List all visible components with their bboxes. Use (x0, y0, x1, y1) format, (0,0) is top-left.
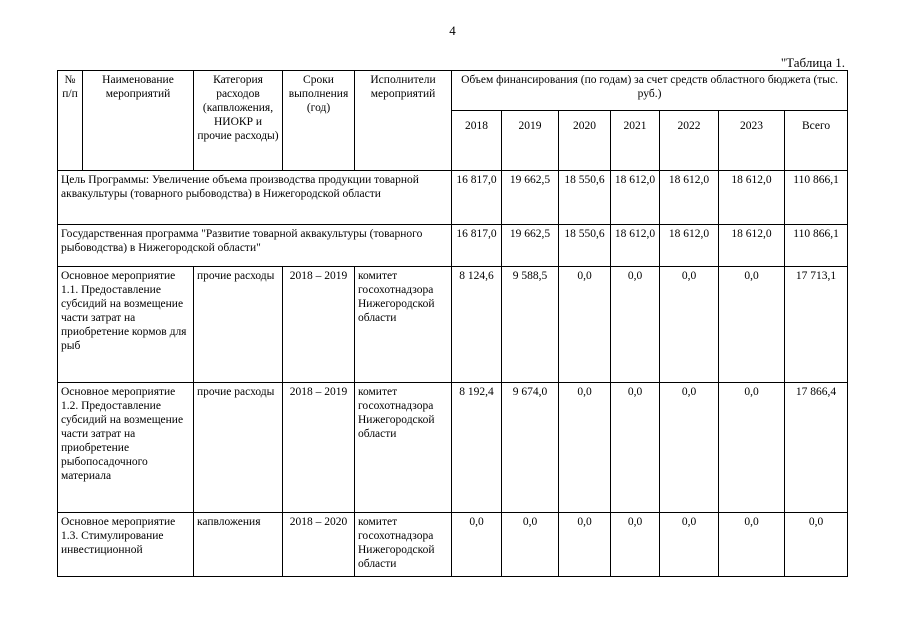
activity-period: 2018 – 2019 (283, 383, 355, 513)
value-cell: 18 550,6 (559, 171, 611, 225)
table-row (58, 513, 848, 577)
header-name: Наименование мероприятий (83, 71, 194, 171)
header-total: Всего (785, 111, 848, 171)
value-cell: 16 817,0 (452, 225, 502, 267)
value-cell: 9 588,5 (502, 267, 559, 383)
total-cell: 110 866,1 (785, 171, 848, 225)
activity-period: 2018 – 2019 (283, 267, 355, 383)
value-cell: 0,0 (611, 513, 660, 577)
value-cell: 18 612,0 (719, 225, 785, 267)
activity-category: капвложения (194, 513, 283, 577)
activity-executor: комитет госохотнадзора Нижегородской области (355, 383, 452, 513)
header-executors: Исполнители мероприятий (355, 71, 452, 171)
activity-name: Основное мероприятие 1.2. Предоставление субсидий на возмещение части затрат на приобретение рыбопосадочного материала (58, 383, 194, 513)
value-cell: 0,0 (719, 383, 785, 513)
table-row (58, 383, 848, 513)
value-cell: 0,0 (559, 383, 611, 513)
funding-table (57, 70, 848, 577)
value-cell: 0,0 (502, 513, 559, 577)
value-cell: 0,0 (611, 267, 660, 383)
summary-text: Государственная программа "Развитие товарной аквакультуры (товарного рыбоводства) в Нижегородской области" (58, 225, 452, 267)
header-year: 2020 (559, 111, 611, 171)
activity-category: прочие расходы (194, 383, 283, 513)
activity-category: прочие расходы (194, 267, 283, 383)
header-row-1 (58, 71, 848, 111)
value-cell: 0,0 (719, 267, 785, 383)
value-cell: 18 612,0 (611, 171, 660, 225)
header-year: 2023 (719, 111, 785, 171)
activity-name: Основное мероприятие 1.3. Стимулирование инвестиционной (58, 513, 194, 577)
table-row (58, 267, 848, 383)
value-cell: 0,0 (660, 383, 719, 513)
page-number: 4 (449, 23, 456, 38)
value-cell: 0,0 (559, 513, 611, 577)
value-cell: 0,0 (719, 513, 785, 577)
value-cell: 0,0 (559, 267, 611, 383)
summary-row-program (58, 225, 848, 267)
value-cell: 8 124,6 (452, 267, 502, 383)
value-cell: 18 550,6 (559, 225, 611, 267)
header-funding: Объем финансирования (по годам) за счет средств областного бюджета (тыс. руб.) (452, 71, 848, 111)
activity-period: 2018 – 2020 (283, 513, 355, 577)
value-cell: 18 612,0 (660, 225, 719, 267)
activity-executor: комитет госохотнадзора Нижегородской области (355, 513, 452, 577)
value-cell: 18 612,0 (611, 225, 660, 267)
summary-text: Цель Программы: Увеличение объема производства продукции товарной аквакультуры (товарного рыбоводства) в Нижегородской области (58, 171, 452, 225)
value-cell: 18 612,0 (660, 171, 719, 225)
value-cell: 0,0 (660, 513, 719, 577)
activity-executor: комитет госохотнадзора Нижегородской области (355, 267, 452, 383)
activity-name: Основное мероприятие 1.1. Предоставление субсидий на возмещение части затрат на приобретение кормов для рыб (58, 267, 194, 383)
header-category: Категория расходов (капвложения, НИОКР и прочие расходы) (194, 71, 283, 171)
value-cell: 16 817,0 (452, 171, 502, 225)
value-cell: 19 662,5 (502, 225, 559, 267)
total-cell: 0,0 (785, 513, 848, 577)
total-cell: 17 866,4 (785, 383, 848, 513)
value-cell: 19 662,5 (502, 171, 559, 225)
total-cell: 110 866,1 (785, 225, 848, 267)
total-cell: 17 713,1 (785, 267, 848, 383)
header-num: № п/п (58, 71, 83, 171)
value-cell: 0,0 (611, 383, 660, 513)
header-year: 2021 (611, 111, 660, 171)
value-cell: 9 674,0 (502, 383, 559, 513)
value-cell: 8 192,4 (452, 383, 502, 513)
table-caption: "Таблица 1. (780, 55, 845, 70)
header-year: 2018 (452, 111, 502, 171)
summary-row-goal (58, 171, 848, 225)
header-period: Сроки выполнения (год) (283, 71, 355, 171)
value-cell: 0,0 (660, 267, 719, 383)
value-cell: 18 612,0 (719, 171, 785, 225)
header-year: 2022 (660, 111, 719, 171)
header-year: 2019 (502, 111, 559, 171)
value-cell: 0,0 (452, 513, 502, 577)
